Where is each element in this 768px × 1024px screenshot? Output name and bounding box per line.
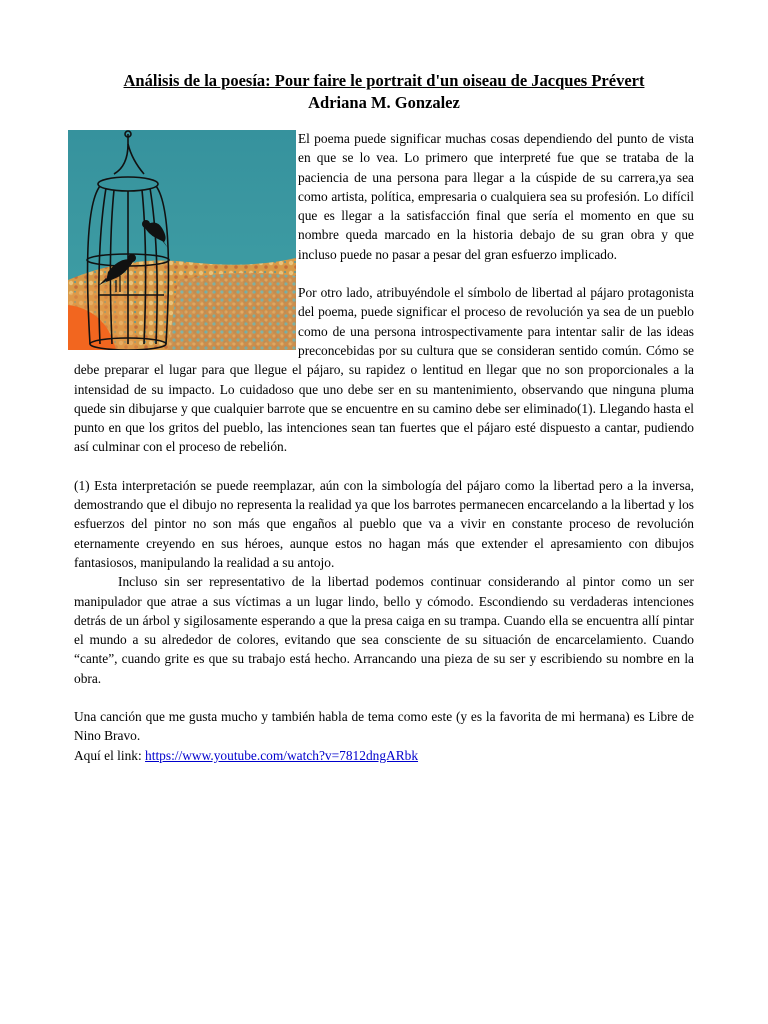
paragraph-1: El poema puede significar muchas cosas dependiendo del punto de vista en que se lo vea. Lo primero que interpreté fue que se trataba de la paciencia de una persona para llegar a la cúspide de su carrera,ya sea como artista, política, empresaria o cualquiera sea su profesión. Lo difícil que es llegar a la satisfacción final que sería el momento en que su nombre queda marcado en la historia debajo de su gran obra y que incluso puede no pasar a pesar del gran esfuerzo implicado. (298, 131, 694, 262)
document-body (74, 129, 694, 765)
title-line-1: Análisis de la poesía: Pour faire le portrait d'un oiseau de Jacques Prévert (123, 71, 645, 90)
paragraph-footnote: (1) Esta interpretación se puede reemplazar, aún con la simbología del pájaro como la libertad pero a la inversa, demostrando que el dibujo no representa la realidad ya que los barrotes permanecen encarcelando a la libertad y los esfuerzos del pintor no son más que engaños al pueblo que va a vivir en constante proceso de revolución eternamente creyendo en sus héroes, aunque estos no hagan más que extender el apresamiento con dibujos fantasiosos, manipulando la realidad a su antojo. (74, 477, 694, 570)
link-prefix: Aquí el link: (74, 747, 146, 763)
link-line (74, 746, 694, 765)
youtube-link[interactable]: https://www.youtube.com/watch?v=7812dngARbk (145, 747, 419, 763)
paragraph-song: Una canción que me gusta mucho y también habla de tema como este (y es la favorita de mi hermana) es Libre de Nino Bravo. (74, 709, 694, 744)
document-title (60, 70, 708, 114)
paragraph-2: Por otro lado, atribuyéndole el símbolo de libertad al pájaro protagonista del poema, puede significar el proceso de revolución ya sea de un pueblo como de una persona introspectivamente para intentar salir de las ideas preconcebidas por su cultura que se consideran sentido común. Cómo se debe preparar el lugar para que llegue el pájaro, su rapidez o lentitud en llegar que no son proporcionales a la intensidad de su impacto. Lo cuidadoso que uno debe ser en su mantenimiento, observando que ninguna pluma quede sin dibujarse y que cualquier barrote que se encuentre en su camino debe ser eliminado(1). Llegando hasta el punto en que los gritos del pueblo, las intenciones sean tan fuertes que el pájaro esté dispuesto a cantar, pudiendo así culminar con el proceso de rebelión. (74, 285, 694, 455)
author-name: Adriana M. Gonzalez (308, 93, 460, 112)
paragraph-4: Incluso sin ser representativo de la libertad podemos continuar considerando al pintor como un ser manipulador que atrae a sus víctimas a un lugar lindo, bello y cómodo. Escondiendo su verdaderas intenciones detrás de un árbol y sigilosamente esperando a que la presa caiga en su trampa. Cuando ella se encuentra allí pintar el mundo a su alrededor de colores, evitando que sea consciente de su situación de encarcelamiento. Cuando “cante”, cuando grite es que su trabajo está hecho. Arrancando una pieza de su ser y escribiendo su nombre en la obra. (74, 574, 694, 686)
